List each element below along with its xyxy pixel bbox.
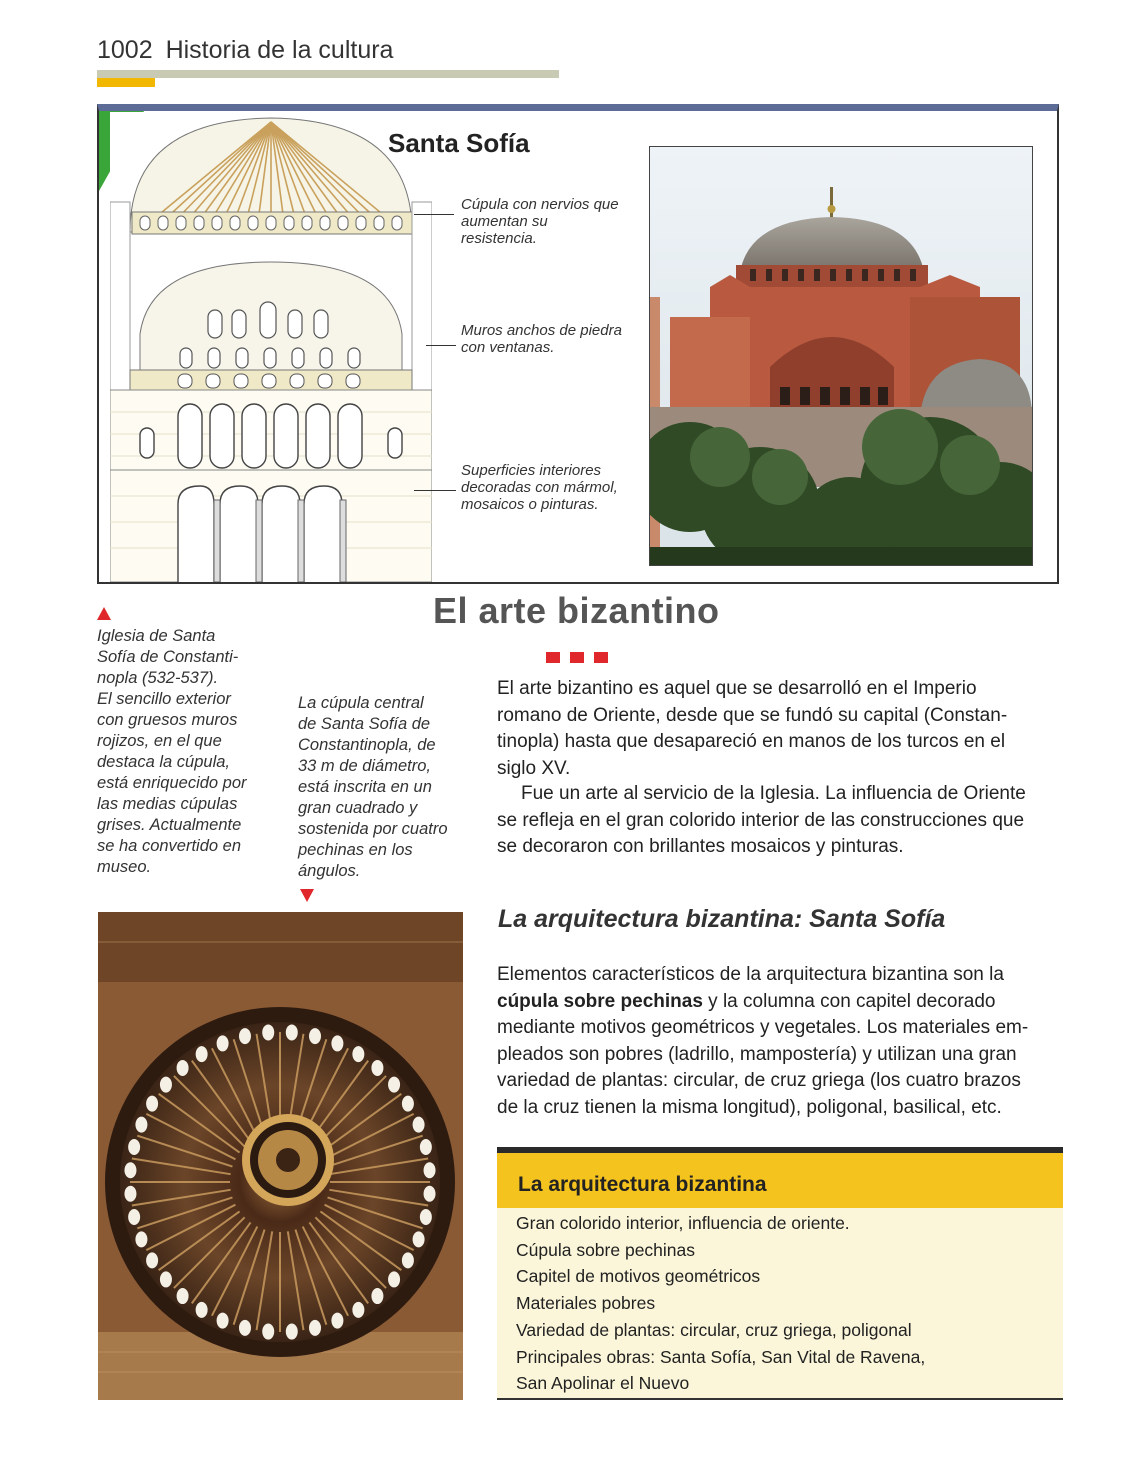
summary-item: Variedad de plantas: circular, cruz griega, poligonal: [516, 1320, 912, 1340]
text-line: de la cruz tienen la misma longitud), poligonal, basilical, etc.: [497, 1096, 1002, 1118]
caption-line: pechinas en los: [298, 841, 413, 859]
text-line: Fue un arte al servicio de la Iglesia. La influencia de Oriente: [521, 783, 1026, 804]
summary-item: Gran colorido interior, influencia de oriente.: [516, 1213, 850, 1233]
text-line: se refleja en el gran colorido interior de las construcciones que: [497, 809, 1025, 831]
text-line: El arte bizantino es aquel que se desarrolló en el Imperio: [497, 678, 977, 699]
page-number: 1002: [97, 36, 153, 64]
summary-item: Materiales pobres: [516, 1293, 656, 1313]
summary-item: San Apolinar el Nuevo: [516, 1373, 690, 1393]
intro-paragraph: [497, 676, 1063, 782]
caption-line: nopla (532-537).: [97, 669, 219, 687]
article-title: El arte bizantino: [433, 590, 720, 631]
caption-line: con gruesos muros: [97, 711, 238, 729]
text-line: romano de Oriente, desde que se fundó su capital (Constan-: [497, 704, 1008, 726]
cross-section-drawing: [110, 112, 432, 582]
title-ornament: [570, 652, 584, 663]
header-rule: [97, 70, 559, 78]
text-line: pleados son pobres (ladrillo, mampostería) y utilizan una gran: [497, 1043, 1017, 1065]
callout-leader: [414, 214, 454, 215]
caption-exterior: [97, 626, 287, 878]
caption-line: El sencillo exterior: [97, 690, 231, 708]
summary-list: [497, 1208, 1063, 1400]
page-header: [97, 36, 393, 65]
title-ornament: [546, 652, 560, 663]
title-ornament: [594, 652, 608, 663]
caption-dome: [298, 693, 473, 882]
header-accent-bar: [97, 78, 155, 87]
text-line: siglo XV.: [497, 757, 571, 779]
caption-line: se ha convertido en: [97, 837, 242, 855]
summary-header: [497, 1153, 1063, 1208]
caption-line: las medias cúpulas: [97, 795, 238, 813]
section-heading: La arquitectura bizantina: Santa Sofía: [498, 905, 946, 933]
santa-sofia-exterior-photo: [649, 146, 1033, 566]
running-title: Historia de la cultura: [165, 36, 394, 64]
caption-line: destaca la cúpula,: [97, 753, 231, 771]
caption-line: está inscrita en un: [298, 778, 432, 796]
summary-item: Cúpula sobre pechinas: [516, 1240, 696, 1260]
callout-walls: Muros anchos de piedra con ventanas.: [461, 322, 622, 356]
caption-line: grises. Actualmente: [97, 816, 242, 834]
architecture-paragraph: [497, 962, 1063, 1121]
caption-line: gran cuadrado y: [298, 799, 418, 817]
caption-line: Iglesia de Santa: [97, 627, 216, 645]
summary-item: Principales obras: Santa Sofía, San Vital de Ravena,: [516, 1347, 926, 1367]
caption-line: rojizos, en el que: [97, 732, 222, 750]
dome-interior-photo: [98, 912, 463, 1400]
caption-line: La cúpula central: [298, 694, 424, 712]
caption-marker-down: [300, 889, 314, 902]
caption-line: ángulos.: [298, 862, 361, 880]
text-line: tinopla) hasta que desapareció en manos de los turcos en el: [497, 731, 1006, 752]
caption-line: Sofía de Constanti-: [97, 648, 239, 666]
caption-line: está enriquecido por: [97, 774, 247, 792]
summary-box: [497, 1147, 1063, 1399]
caption-line: museo.: [97, 858, 152, 876]
second-paragraph: [497, 781, 1063, 861]
bold-term: cúpula sobre pechinas: [497, 990, 703, 1012]
figure-title: Santa Sofía: [388, 128, 530, 158]
text-line: se decoraron con brillantes mosaicos y pinturas.: [497, 836, 904, 857]
callout-leader: [426, 345, 456, 346]
callout-surfaces: Superficies interiores decoradas con mármol, mosaicos o pinturas.: [461, 462, 618, 513]
caption-line: 33 m de diámetro,: [298, 757, 431, 775]
caption-line: Constantinopla, de: [298, 736, 436, 754]
text-line: [497, 989, 1063, 1016]
text-line: Elementos característicos de la arquitectura bizantina son la: [497, 964, 1004, 985]
text-line: variedad de plantas: circular, de cruz griega (los cuatro brazos: [497, 1070, 1021, 1091]
caption-line: sostenida por cuatro: [298, 820, 448, 838]
callout-dome: Cúpula con nervios que aumentan su resistencia.: [461, 196, 619, 247]
caption-line: de Santa Sofía de: [298, 715, 431, 733]
text-line: mediante motivos geométricos y vegetales. Los materiales em-: [497, 1017, 1029, 1038]
summary-title: La arquitectura bizantina: [518, 1173, 767, 1196]
callout-leader: [414, 490, 456, 491]
text-fragment: y la columna con capitel decorado: [702, 990, 996, 1012]
summary-item: Capitel de motivos geométricos: [516, 1266, 761, 1286]
caption-marker-up: [97, 607, 111, 620]
